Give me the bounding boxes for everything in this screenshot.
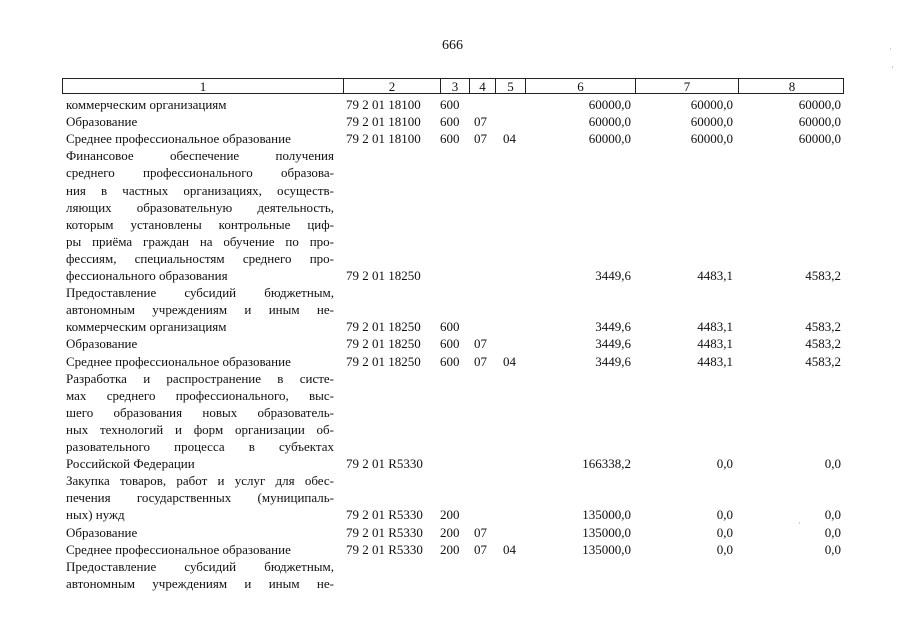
table-row xyxy=(0,113,905,130)
row-name: которым установлены контрольные циф- xyxy=(66,216,334,232)
table-row xyxy=(0,147,905,164)
row-pr: 04 xyxy=(503,131,516,147)
row-value-7: 0,0 xyxy=(716,507,733,523)
row-name: Образование xyxy=(66,336,138,352)
row-pr: 04 xyxy=(503,353,516,369)
row-value-6: 135000,0 xyxy=(582,524,631,540)
table-row xyxy=(0,182,905,199)
row-value-6: 60000,0 xyxy=(588,114,631,130)
table-row xyxy=(0,250,905,267)
row-value-8: 4583,2 xyxy=(805,319,841,335)
header-col-5: 5 xyxy=(495,79,525,93)
table-row xyxy=(0,370,905,387)
row-vr: 200 xyxy=(440,541,460,557)
scan-speck: · xyxy=(889,44,892,54)
row-value-6: 3449,6 xyxy=(595,336,631,352)
row-value-8: 60000,0 xyxy=(798,131,841,147)
row-vr: 200 xyxy=(440,524,460,540)
row-vr: 600 xyxy=(440,131,460,147)
table-row xyxy=(0,489,905,506)
row-value-6: 3449,6 xyxy=(595,353,631,369)
row-code: 79 2 01 18250 xyxy=(346,336,421,352)
row-code: 79 2 01 18250 xyxy=(346,268,421,283)
table-row xyxy=(0,318,905,335)
row-name: Финансовое обеспечение получения xyxy=(66,148,334,164)
row-code: 79 2 01 R5330 xyxy=(346,541,423,557)
row-name: Закупка товаров, работ и услуг для обес- xyxy=(66,473,334,489)
row-code: 79 2 01 R5330 xyxy=(346,507,423,523)
table-row xyxy=(0,199,905,216)
row-name: печения государственных (муниципаль- xyxy=(66,490,334,506)
row-value-7: 60000,0 xyxy=(690,114,733,130)
header-col-4: 4 xyxy=(469,79,495,93)
row-name: фессиям, специальностям среднего про- xyxy=(66,250,334,266)
row-name: Предоставление субсидий бюджетным, xyxy=(66,558,334,574)
row-value-8: 60000,0 xyxy=(798,97,841,112)
row-name: ния в частных организациях, осуществ- xyxy=(66,182,334,198)
row-code: 79 2 01 18100 xyxy=(346,131,421,147)
row-code: 79 2 01 18100 xyxy=(346,114,421,130)
header-col-6: 6 xyxy=(525,79,635,93)
row-vr: 200 xyxy=(440,507,460,523)
table-row xyxy=(0,353,905,370)
row-value-8: 4583,2 xyxy=(805,353,841,369)
row-name: автономным учреждениям и иным не- xyxy=(66,575,334,591)
table-row xyxy=(0,284,905,301)
row-rz: 07 xyxy=(474,524,487,540)
row-vr: 600 xyxy=(440,353,460,369)
row-code: 79 2 01 R5330 xyxy=(346,456,423,472)
row-name: коммерческим организациям xyxy=(66,97,227,112)
row-value-7: 0,0 xyxy=(716,524,733,540)
row-value-6: 3449,6 xyxy=(595,268,631,283)
table-row xyxy=(0,472,905,489)
header-col-2: 2 xyxy=(343,79,440,93)
row-name: ры приёма граждан на обучение по про- xyxy=(66,233,334,249)
row-vr: 600 xyxy=(440,97,460,112)
row-value-6: 166338,2 xyxy=(582,456,631,472)
row-value-7: 0,0 xyxy=(716,456,733,472)
row-code: 79 2 01 R5330 xyxy=(346,524,423,540)
row-value-6: 135000,0 xyxy=(582,541,631,557)
table-row xyxy=(0,558,905,575)
row-name: Среднее профессиональное образование xyxy=(66,353,291,369)
scan-speck: · xyxy=(891,62,894,72)
row-name: фессионального образования xyxy=(66,268,228,283)
row-value-7: 4483,1 xyxy=(697,336,733,352)
header-col-3: 3 xyxy=(440,79,469,93)
header-col-8: 8 xyxy=(738,79,845,93)
row-value-8: 0,0 xyxy=(824,524,841,540)
row-rz: 07 xyxy=(474,114,487,130)
row-name: ных технологий и форм организации об- xyxy=(66,421,334,437)
table-row xyxy=(0,404,905,421)
table-row xyxy=(0,438,905,455)
row-name: шего образования новых образователь- xyxy=(66,404,334,420)
header-col-7: 7 xyxy=(635,79,738,93)
table-row xyxy=(0,335,905,352)
row-name: среднего профессионального образова- xyxy=(66,165,334,181)
row-vr: 600 xyxy=(440,319,460,335)
row-value-8: 60000,0 xyxy=(798,114,841,130)
row-name: Предоставление субсидий бюджетным, xyxy=(66,285,334,301)
scan-speck: · xyxy=(798,518,801,528)
row-rz: 07 xyxy=(474,336,487,352)
row-rz: 07 xyxy=(474,131,487,147)
row-value-6: 135000,0 xyxy=(582,507,631,523)
row-name: Образование xyxy=(66,114,138,130)
row-value-7: 60000,0 xyxy=(690,131,733,147)
row-code: 79 2 01 18100 xyxy=(346,97,421,112)
row-value-6: 60000,0 xyxy=(588,131,631,147)
row-name: мах среднего профессионального, выс- xyxy=(66,387,334,403)
row-value-8: 4583,2 xyxy=(805,336,841,352)
row-name: Образование xyxy=(66,524,138,540)
header-col-1: 1 xyxy=(199,79,207,94)
table-row xyxy=(0,164,905,181)
table-row xyxy=(0,301,905,318)
table-row xyxy=(0,541,905,558)
row-rz: 07 xyxy=(474,353,487,369)
row-code: 79 2 01 18250 xyxy=(346,353,421,369)
row-value-7: 4483,1 xyxy=(697,353,733,369)
table-row xyxy=(0,506,905,523)
row-value-8: 0,0 xyxy=(824,456,841,472)
row-rz: 07 xyxy=(474,541,487,557)
table-row xyxy=(0,455,905,472)
row-name: Среднее профессиональное образование xyxy=(66,131,291,147)
row-vr: 600 xyxy=(440,114,460,130)
row-value-6: 3449,6 xyxy=(595,319,631,335)
table-row xyxy=(0,216,905,233)
table-row xyxy=(0,524,905,541)
row-name: ляющих образовательную деятельность, xyxy=(66,199,334,215)
page-number: 666 xyxy=(442,38,463,53)
table-row xyxy=(0,421,905,438)
row-name: автономным учреждениям и иным не- xyxy=(66,302,334,318)
row-code: 79 2 01 18250 xyxy=(346,319,421,335)
row-value-7: 4483,1 xyxy=(697,319,733,335)
row-name: Разработка и распространение в систе- xyxy=(66,370,334,386)
row-name: ных) нужд xyxy=(66,507,125,523)
row-pr: 04 xyxy=(503,541,516,557)
row-name: Среднее профессиональное образование xyxy=(66,541,291,557)
table-row xyxy=(0,575,905,592)
row-value-7: 0,0 xyxy=(716,541,733,557)
row-value-7: 60000,0 xyxy=(690,97,733,112)
table-row xyxy=(0,233,905,250)
row-value-8: 0,0 xyxy=(824,507,841,523)
row-value-7: 4483,1 xyxy=(697,268,733,283)
row-value-6: 60000,0 xyxy=(588,97,631,112)
row-name: Российской Федерации xyxy=(66,456,195,472)
row-vr: 600 xyxy=(440,336,460,352)
row-value-8: 0,0 xyxy=(824,541,841,557)
table-row xyxy=(0,130,905,147)
table-row xyxy=(0,387,905,404)
table-row xyxy=(0,267,905,284)
row-name: коммерческим организациям xyxy=(66,319,227,335)
table-row xyxy=(0,96,905,113)
table-header xyxy=(62,78,844,94)
row-name: разовательного процесса в субъектах xyxy=(66,439,334,454)
row-value-8: 4583,2 xyxy=(805,268,841,283)
